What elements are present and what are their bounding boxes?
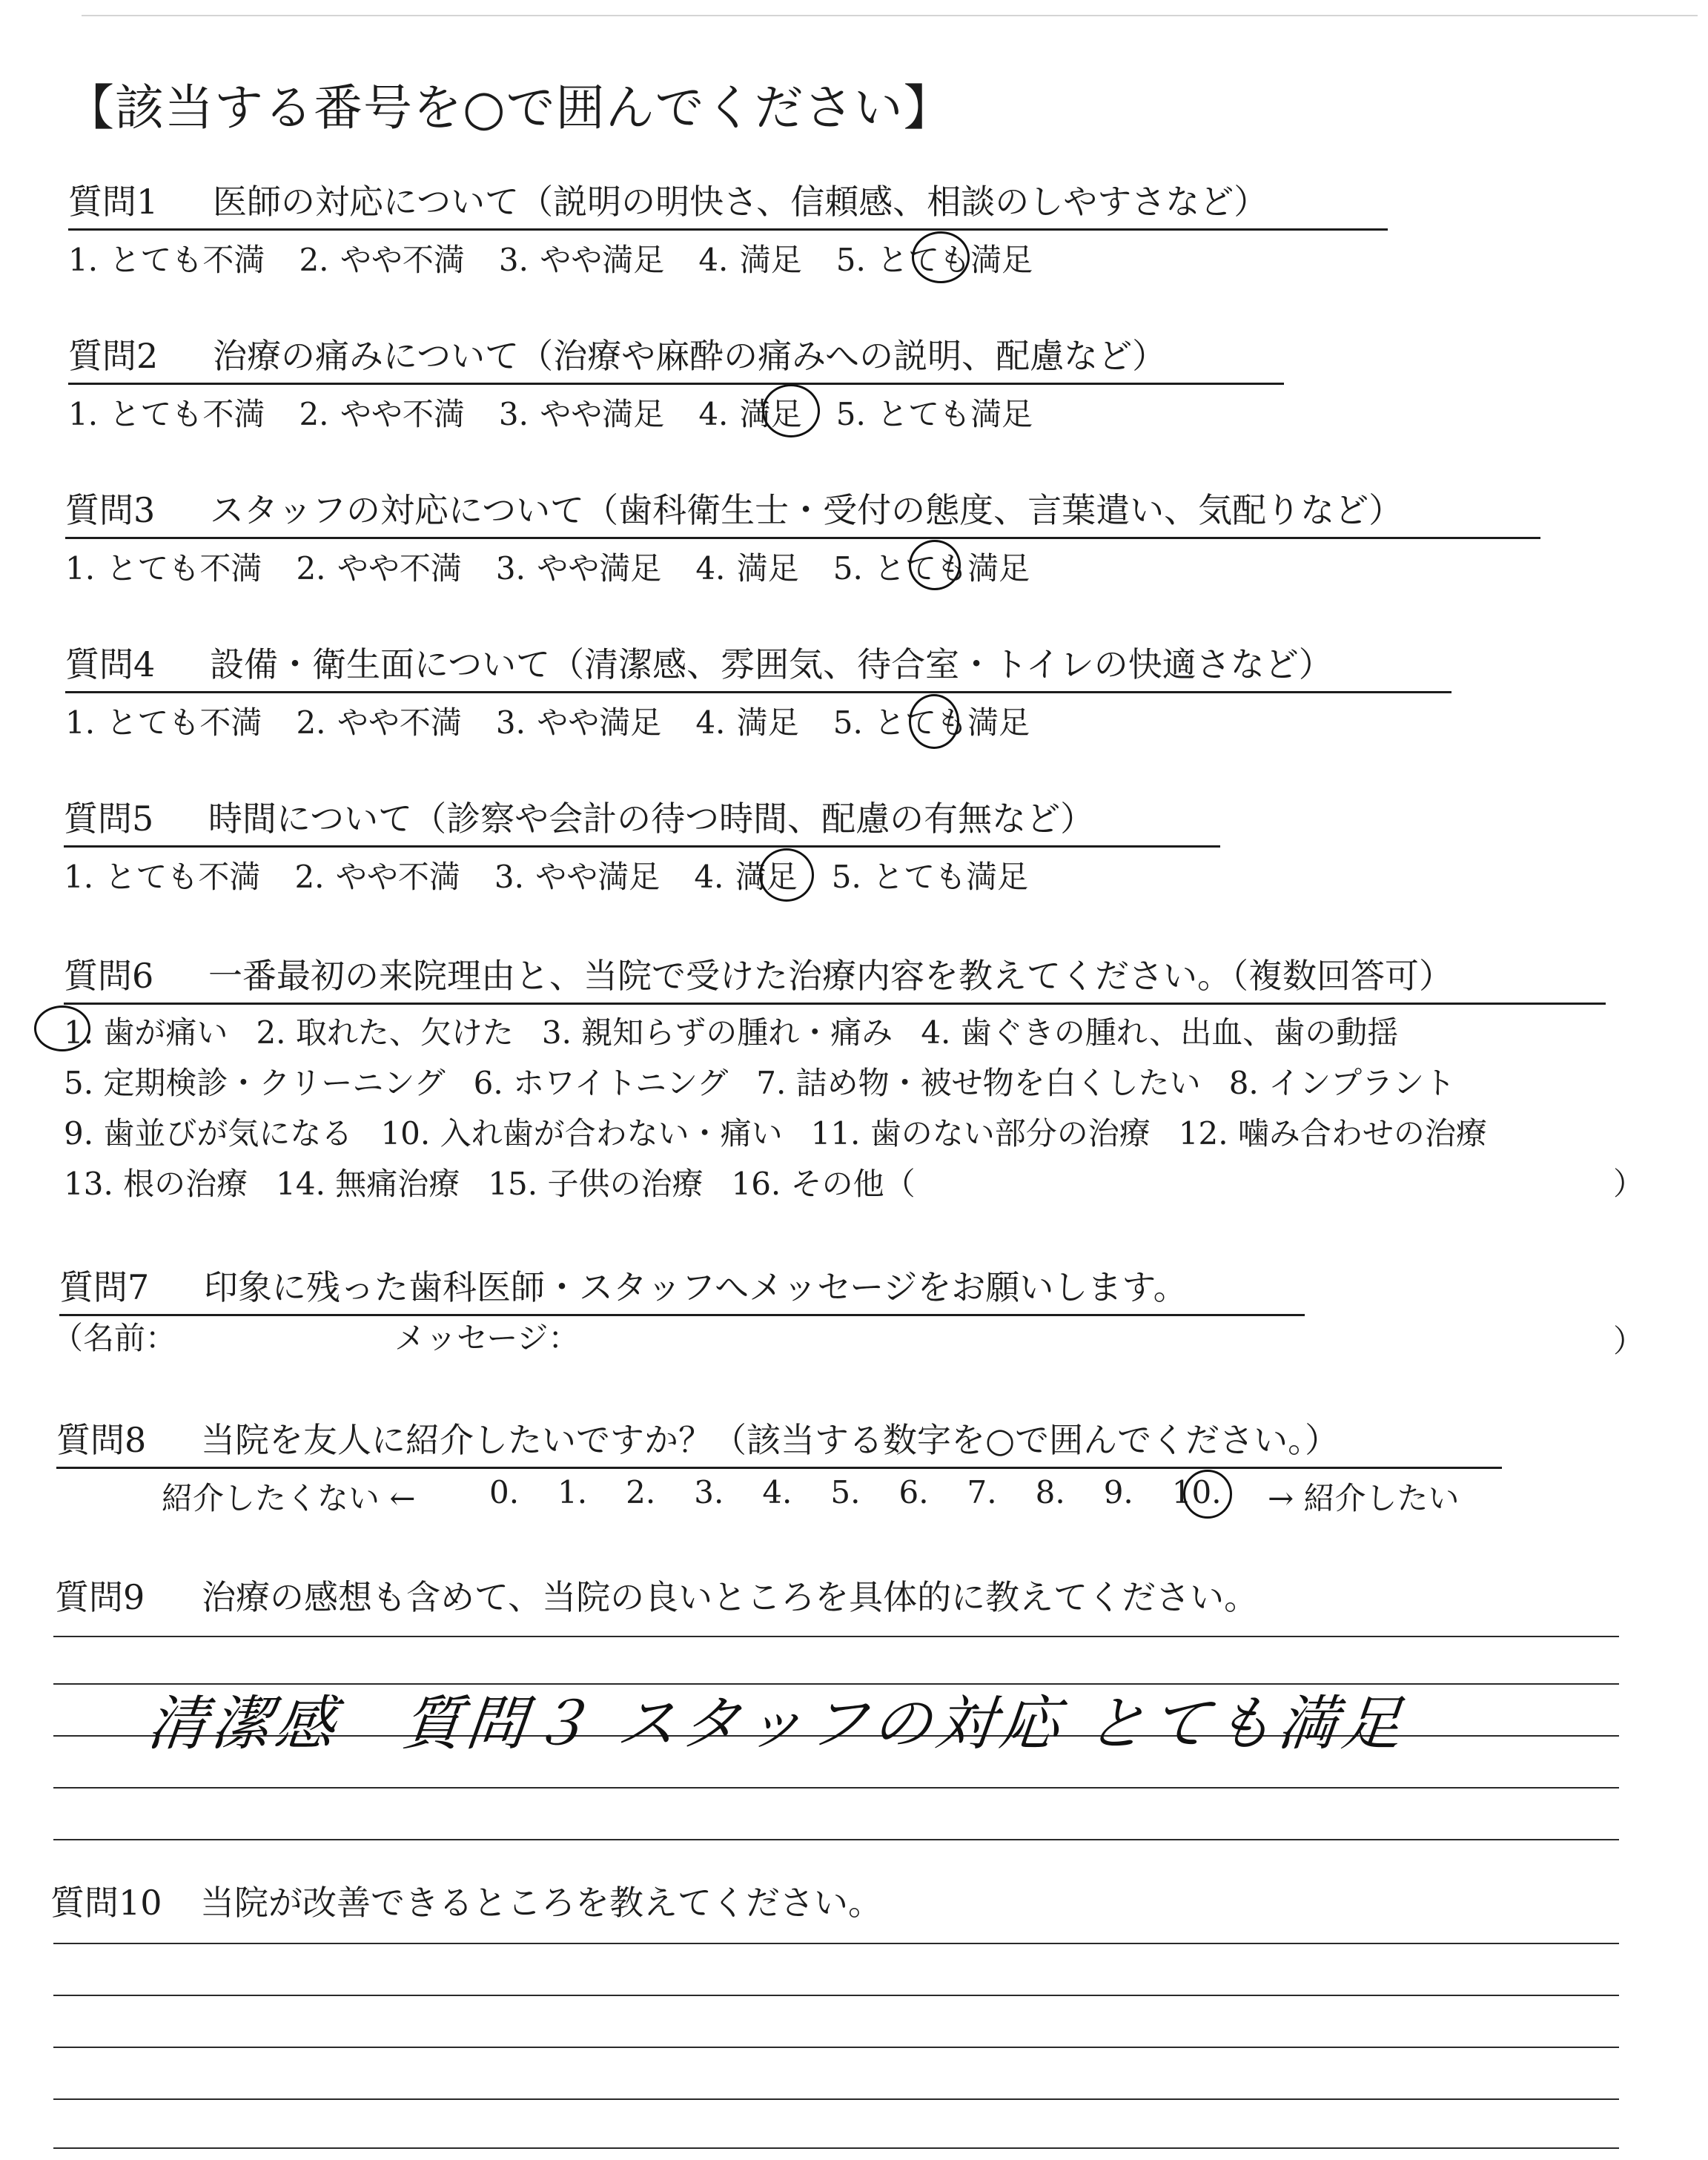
- q6-option-4[interactable]: 4. 歯ぐきの腫れ、出血、歯の動揺: [921, 1014, 1399, 1051]
- question-6-heading: [64, 949, 1606, 1005]
- question-8-text: 当院を友人に紹介したいですか？（該当する数字を○で囲んでください。）: [201, 1420, 1340, 1460]
- question-5-text: 時間について（診察や会計の待つ時間、配慮の有無など）: [208, 799, 1095, 839]
- q7-message-label: メッセージ：: [394, 1320, 580, 1356]
- q5-selection-circle: [759, 848, 814, 902]
- q6-option-6[interactable]: 6. ホワイトニング: [473, 1065, 729, 1101]
- q6-option-3[interactable]: 3. 親知らずの腫れ・痛み: [541, 1014, 893, 1051]
- question-7-number: 質問7: [59, 1267, 150, 1307]
- q9-answer-line-5: [53, 1839, 1619, 1840]
- q6-option-8[interactable]: 8. インプラント: [1228, 1065, 1456, 1101]
- q8-option-2[interactable]: 2.: [626, 1474, 656, 1510]
- q6-option-5[interactable]: 5. 定期検診・クリーニング: [64, 1065, 446, 1101]
- q8-scale: [489, 1474, 1222, 1510]
- q3-option-5[interactable]: 5. とても満足: [833, 550, 1030, 587]
- q10-answer-line-2: [53, 1995, 1619, 1996]
- question-1-heading: [68, 175, 1388, 231]
- q8-left-label: 紹介したくない ←: [162, 1480, 416, 1516]
- q8-option-8[interactable]: 8.: [1035, 1474, 1065, 1510]
- q3-selection-circle: [909, 540, 961, 590]
- q4-selection-circle: [909, 694, 959, 749]
- q8-option-0[interactable]: 0.: [489, 1474, 520, 1510]
- q6-option-10[interactable]: 10. 入れ歯が合わない・痛い: [380, 1115, 783, 1152]
- question-8-heading: [56, 1413, 1502, 1469]
- q8-option-3[interactable]: 3.: [694, 1474, 724, 1510]
- q3-option-1[interactable]: 1. とても不満: [65, 550, 262, 587]
- q6-option-9[interactable]: 9. 歯並びが気になる: [64, 1115, 353, 1152]
- q10-answer-line-1: [53, 1943, 1619, 1944]
- question-7-heading: [59, 1261, 1305, 1316]
- question-10-number: 質問10: [50, 1883, 162, 1923]
- form-title: 【該当する番号を○で囲んでください】: [65, 79, 953, 136]
- q8-option-9[interactable]: 9.: [1103, 1474, 1133, 1510]
- question-3-text: スタッフの対応について（歯科衛生士・受付の態度、言葉遣い、気配りなど）: [210, 490, 1403, 530]
- q3-option-2[interactable]: 2. やや不満: [296, 550, 462, 587]
- scan-edge: [82, 15, 1698, 16]
- q2-option-3[interactable]: 3. やや満足: [498, 396, 665, 432]
- q6-option-15[interactable]: 15. 子供の治療: [488, 1166, 704, 1202]
- q4-option-2[interactable]: 2. やや不満: [296, 704, 462, 741]
- q3-option-4[interactable]: 4. 満足: [695, 550, 799, 587]
- question-4-heading: [65, 638, 1452, 693]
- q6-selection-circle: [34, 1005, 90, 1051]
- question-4-number: 質問4: [65, 644, 156, 684]
- q7-name-label: （名前：: [52, 1320, 177, 1356]
- q8-option-10[interactable]: 10.: [1171, 1474, 1222, 1510]
- question-9-text: 治療の感想も含めて、当院の良いところを具体的に教えてください。: [202, 1577, 1259, 1617]
- q2-option-2[interactable]: 2. やや不満: [299, 396, 465, 432]
- q6-option-7[interactable]: 7. 詰め物・被せ物を白くしたい: [756, 1065, 1201, 1101]
- question-3-number: 質問3: [65, 490, 156, 530]
- q5-option-3[interactable]: 3. やや満足: [494, 859, 661, 895]
- q10-answer-line-3: [53, 2047, 1619, 2048]
- q4-option-3[interactable]: 3. やや満足: [495, 704, 662, 741]
- q2-option-4[interactable]: 4. 満足: [698, 396, 802, 432]
- q4-option-5[interactable]: 5. とても満足: [833, 704, 1030, 741]
- question-8-number: 質問8: [56, 1420, 147, 1460]
- q6-options-row-2: [64, 1059, 1483, 1103]
- question-2-text: 治療の痛みについて（治療や麻酔の痛みへの説明、配慮など）: [213, 336, 1167, 376]
- question-6-number: 質問6: [64, 956, 154, 996]
- q6-option-11[interactable]: 11. 歯のない部分の治療: [810, 1115, 1151, 1152]
- question-4-text: 設備・衛生面について（清潔感、雰囲気、待合室・トイレの快適さなど）: [210, 644, 1333, 684]
- q6-option-13[interactable]: 13. 根の治療: [64, 1166, 248, 1202]
- q6-option-14[interactable]: 14. 無痛治療: [276, 1166, 460, 1202]
- q8-option-5[interactable]: 5.: [830, 1474, 861, 1510]
- q5-option-2[interactable]: 2. やや不満: [294, 859, 460, 895]
- q6-options-row-1: [64, 1008, 1426, 1053]
- q6-option-12[interactable]: 12. 噛み合わせの治療: [1178, 1115, 1487, 1152]
- q9-handwritten-answer[interactable]: 清潔感 質問３ スタッフの対応 とても満足: [144, 1689, 1410, 1758]
- q4-option-1[interactable]: 1. とても不満: [65, 704, 262, 741]
- q1-option-2[interactable]: 2. やや不満: [299, 242, 465, 278]
- q9-answer-line-1: [53, 1636, 1619, 1637]
- q10-answer-line-4: [53, 2098, 1619, 2100]
- question-5-heading: [64, 792, 1220, 848]
- q8-selection-circle: [1183, 1470, 1232, 1519]
- question-5-number: 質問5: [64, 799, 154, 839]
- q8-option-6[interactable]: 6.: [898, 1474, 929, 1510]
- q7-close-paren: ）: [1613, 1323, 1645, 1359]
- q6-option-1[interactable]: 1. 歯が痛い: [64, 1014, 228, 1051]
- q8-option-4[interactable]: 4.: [762, 1474, 792, 1510]
- question-10-heading: [50, 1876, 882, 1925]
- question-3-heading: [65, 483, 1540, 539]
- question-6-text: 一番最初の来院理由と、当院で受けた治療内容を教えてください。（複数回答可）: [208, 956, 1453, 996]
- q8-right-label: → 紹介したい: [1268, 1480, 1460, 1516]
- question-2-number: 質問2: [68, 336, 159, 376]
- q3-option-3[interactable]: 3. やや満足: [495, 550, 662, 587]
- question-2-heading: [68, 329, 1284, 385]
- q5-option-1[interactable]: 1. とても不満: [64, 859, 261, 895]
- q10-answer-line-5: [53, 2147, 1619, 2149]
- q5-option-5[interactable]: 5. とても満足: [831, 859, 1029, 895]
- q1-option-5[interactable]: 5. とても満足: [835, 242, 1033, 278]
- q6-option-2[interactable]: 2. 取れた、欠けた: [256, 1014, 514, 1051]
- q1-selection-circle: [912, 231, 970, 283]
- q5-option-4[interactable]: 4. 満足: [694, 859, 798, 895]
- question-2-options: [68, 390, 1067, 435]
- q2-option-1[interactable]: 1. とても不満: [68, 396, 265, 432]
- q6-options-row-4: [64, 1160, 944, 1204]
- q1-option-4[interactable]: 4. 満足: [698, 242, 802, 278]
- q1-option-3[interactable]: 3. やや満足: [498, 242, 665, 278]
- question-9-number: 質問9: [55, 1577, 145, 1617]
- q2-option-5[interactable]: 5. とても満足: [835, 396, 1033, 432]
- question-9-heading: [55, 1571, 1258, 1619]
- q8-option-1[interactable]: 1.: [557, 1474, 588, 1510]
- q2-selection-circle: [762, 384, 820, 437]
- question-7-text: 印象に残った歯科医師・スタッフへメッセージをお願いします。: [204, 1267, 1188, 1307]
- question-10-text: 当院が改善できるところを教えてください。: [200, 1883, 882, 1923]
- q6-options-row-3: [64, 1109, 1515, 1154]
- q6-close-paren: ）: [1613, 1166, 1645, 1202]
- question-5-options: [64, 853, 1062, 897]
- q9-answer-line-4: [53, 1787, 1619, 1789]
- q6-option-16[interactable]: 16. その他（: [731, 1166, 916, 1202]
- q8-option-7[interactable]: 7.: [967, 1474, 997, 1510]
- q4-option-4[interactable]: 4. 満足: [695, 704, 799, 741]
- q1-option-1[interactable]: 1. とても不満: [68, 242, 265, 278]
- question-1-text: 医師の対応について（説明の明快さ、信頼感、相談のしやすさなど）: [213, 182, 1268, 222]
- question-1-number: 質問1: [68, 182, 159, 222]
